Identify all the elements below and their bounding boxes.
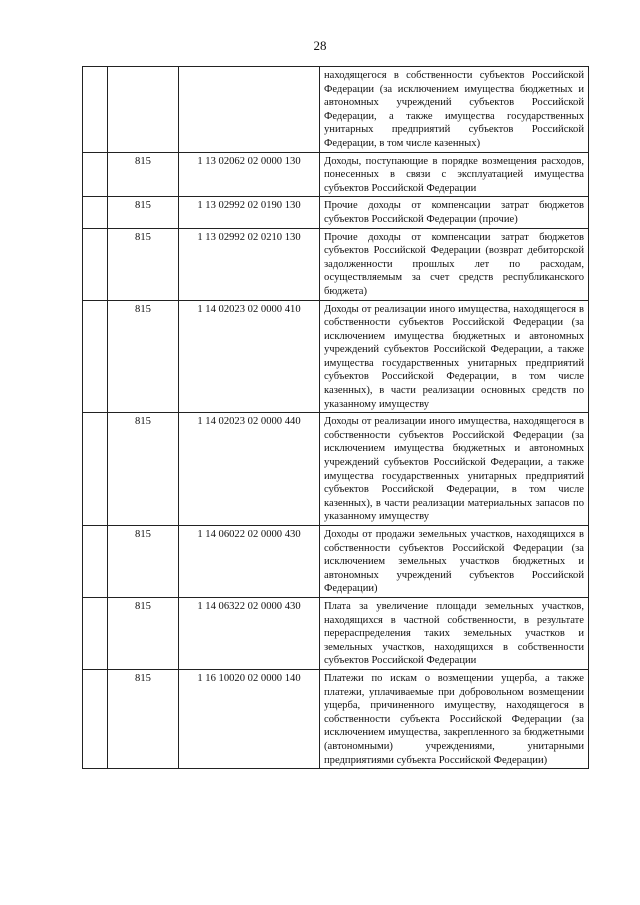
budget-code-cell: 1 13 02992 02 0210 130 (179, 228, 320, 300)
page-number: 28 (313, 38, 327, 53)
revenue-name-cell: Доходы, поступающие в порядке возмещения расходов, понесенных в связи с эксплуатацией имущества субъектов Российской Федерации (320, 152, 589, 197)
table-row (83, 300, 589, 413)
revenue-name-cell: Доходы от реализации иного имущества, находящегося в собственности субъектов Российской Федерации (за исключением имущества бюджетных и автономных учреждений субъектов Российской Федерации, а также имущества государственных унитарных предприятий субъектов Российской Федерации, в том числе казенных), в части реализации материальных запасов по указанному имуществу (320, 413, 589, 526)
admin-code-cell (108, 67, 179, 153)
blank-cell (83, 67, 108, 153)
revenue-name-cell: Доходы от продажи земельных участков, находящихся в собственности субъектов Российской Федерации (за исключением земельных участков бюджетных и автономных учреждений субъектов Российской Федерации) (320, 526, 589, 598)
budget-code-cell: 1 16 10020 02 0000 140 (179, 669, 320, 768)
revenue-name-cell: Прочие доходы от компенсации затрат бюджетов субъектов Российской Федерации (возврат дебиторской задолженности прошлых лет по расходам, осуществляемым за счет средств республиканского бюджета) (320, 228, 589, 300)
table-row (83, 597, 589, 669)
admin-code-cell: 815 (108, 152, 179, 197)
table-row (83, 413, 589, 526)
table-row (83, 152, 589, 197)
admin-code-cell: 815 (108, 300, 179, 413)
blank-cell (83, 228, 108, 300)
revenue-name-cell: Доходы от реализации иного имущества, находящегося в собственности субъектов Российской Федерации (за исключением имущества бюджетных и автономных учреждений субъектов Российской Федерации, а также имущества государственных унитарных предприятий субъектов Российской Федерации, в том числе казенных), в части реализации основных средств по указанному имуществу (320, 300, 589, 413)
admin-code-cell: 815 (108, 197, 179, 228)
budget-code-cell (179, 67, 320, 153)
table-row (83, 197, 589, 228)
table-row (83, 669, 589, 768)
budget-code-cell: 1 14 06022 02 0000 430 (179, 526, 320, 598)
blank-cell (83, 597, 108, 669)
blank-cell (83, 152, 108, 197)
admin-code-cell: 815 (108, 597, 179, 669)
blank-cell (83, 197, 108, 228)
admin-code-cell: 815 (108, 526, 179, 598)
revenue-name-cell: Прочие доходы от компенсации затрат бюджетов субъектов Российской Федерации (прочие) (320, 197, 589, 228)
budget-code-cell: 1 13 02992 02 0190 130 (179, 197, 320, 228)
table-row (83, 67, 589, 153)
blank-cell (83, 300, 108, 413)
table-row (83, 228, 589, 300)
admin-code-cell: 815 (108, 228, 179, 300)
blank-cell (83, 526, 108, 598)
revenue-name-cell: находящегося в собственности субъектов Российской Федерации (за исключением имущества бюджетных и автономных учреждений субъектов Российской Федерации, а также имущества государственных унитарных предприятий субъектов Российской Федерации, в том числе казенных) (320, 67, 589, 153)
admin-code-cell: 815 (108, 413, 179, 526)
blank-cell (83, 413, 108, 526)
budget-revenue-table (82, 66, 589, 769)
blank-cell (83, 669, 108, 768)
budget-code-cell: 1 14 02023 02 0000 440 (179, 413, 320, 526)
budget-code-cell: 1 14 02023 02 0000 410 (179, 300, 320, 413)
budget-code-cell: 1 14 06322 02 0000 430 (179, 597, 320, 669)
admin-code-cell: 815 (108, 669, 179, 768)
table-row (83, 526, 589, 598)
revenue-name-cell: Платежи по искам о возмещении ущерба, а также платежи, уплачиваемые при добровольном возмещении ущерба, причиненного имуществу, находящегося в собственности субъекта Российской Федерации (за исключением имущества, закрепленного за бюджетными (автономными) учреждениями, унитарными предприятиями субъекта Российской Федерации) (320, 669, 589, 768)
revenue-name-cell: Плата за увеличение площади земельных участков, находящихся в частной собственности, в результате перераспределения таких земельных участков и земельных участков, находящихся в собственности субъектов Российской Федерации (320, 597, 589, 669)
budget-code-cell: 1 13 02062 02 0000 130 (179, 152, 320, 197)
table-body (83, 67, 589, 769)
